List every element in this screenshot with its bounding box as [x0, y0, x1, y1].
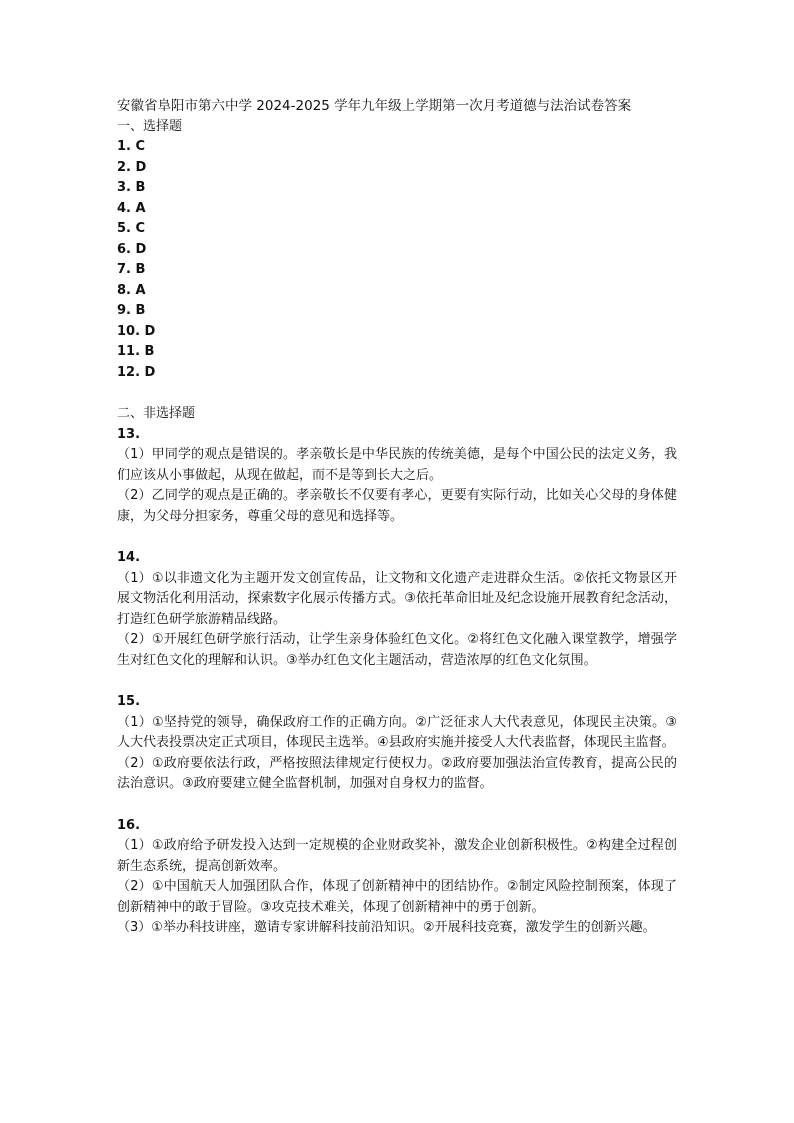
- q14-number: 14.: [117, 550, 141, 565]
- q15-answer-2: （2）①政府要依法行政，严格按照法律规定行使权力。②政府要加强法治宣传教育，提高公民的法治意识。③政府要建立健全监督机制，加强对自身权力的监督。: [117, 755, 677, 791]
- mc-answer-9: 9. B: [117, 303, 146, 318]
- mc-answer-7: 7. B: [117, 262, 146, 277]
- section2-heading: 二、非选择题: [117, 406, 196, 421]
- mc-answer-11: 11. B: [117, 344, 155, 359]
- q15-number: 15.: [117, 694, 141, 709]
- mc-answer-6: 6. D: [117, 241, 147, 257]
- mc-answer-5: 5. C: [117, 221, 146, 236]
- q14-answer-2: （2）①开展红色研学旅行活动，让学生亲身体验红色文化。②将红色文化融入课堂教学，增强学生对红色文化的理解和认识。③举办红色文化主题活动，营造浓厚的红色文化氛围。: [117, 632, 677, 668]
- section1-heading: 一、选择题: [117, 118, 183, 134]
- answer-sheet: [117, 96, 677, 939]
- mc-answer-2: 2. D: [117, 159, 147, 175]
- mc-answer-12: 12. D: [117, 364, 156, 380]
- q16-answer-3: （3）①举办科技讲座，邀请专家讲解科技前沿知识。②开展科技竞赛，激发学生的创新兴趣。: [117, 920, 656, 935]
- q13-answer-1: （1）甲同学的观点是错误的。孝亲敬长是中华民族的传统美德，是每个中国公民的法定义务，我们应该从小事做起，从现在做起，而不是等到长大之后。: [117, 447, 677, 483]
- mc-answer-4: 4. A: [117, 200, 146, 216]
- q16-number: 16.: [117, 817, 141, 833]
- q13-answer-2: （2）乙同学的观点是正确的。孝亲敬长不仅要有孝心，更要有实际行动，比如关心父母的身体健康，为父母分担家务，尊重父母的意见和选择等。: [117, 488, 677, 524]
- doc-title: 安徽省阜阳市第六中学 2024-2025 学年九年级上学期第一次月考道德与法治试卷答案: [117, 98, 632, 114]
- q16-answer-1: （1）①政府给予研发投入达到一定规模的企业财政奖补，激发企业创新积极性。②构建全过程创新生态系统，提高创新效率。: [117, 838, 677, 874]
- q15-answer-1: （1）①坚持党的领导，确保政府工作的正确方向。②广泛征求人大代表意见，体现民主决策。③人大代表投票决定正式项目，体现民主选举。④县政府实施并接受人大代表监督，体现民主监督。: [117, 714, 677, 750]
- q13-number: 13.: [117, 426, 141, 442]
- q14-answer-1: （1）①以非遗文化为主题开发文创宣传品，让文物和文化遗产走进群众生活。②依托文物景区开展文物活化利用活动，探索数字化展示传播方式。③依托革命旧址及纪念设施开展教育纪念活动，打造红色研学旅游精品线路。: [117, 570, 677, 627]
- mc-answer-8: 8. A: [117, 282, 146, 298]
- mc-answer-1: 1. C: [117, 139, 146, 154]
- q16-answer-2: （2）①中国航天人加强团队合作，体现了创新精神中的团结协作。②制定风险控制预案，体现了创新精神中的敢于冒险。③攻克技术难关，体现了创新精神中的勇于创新。: [117, 879, 677, 915]
- mc-answer-list: [117, 137, 677, 383]
- mc-answer-3: 3. B: [117, 180, 146, 195]
- mc-answer-10: 10. D: [117, 323, 156, 339]
